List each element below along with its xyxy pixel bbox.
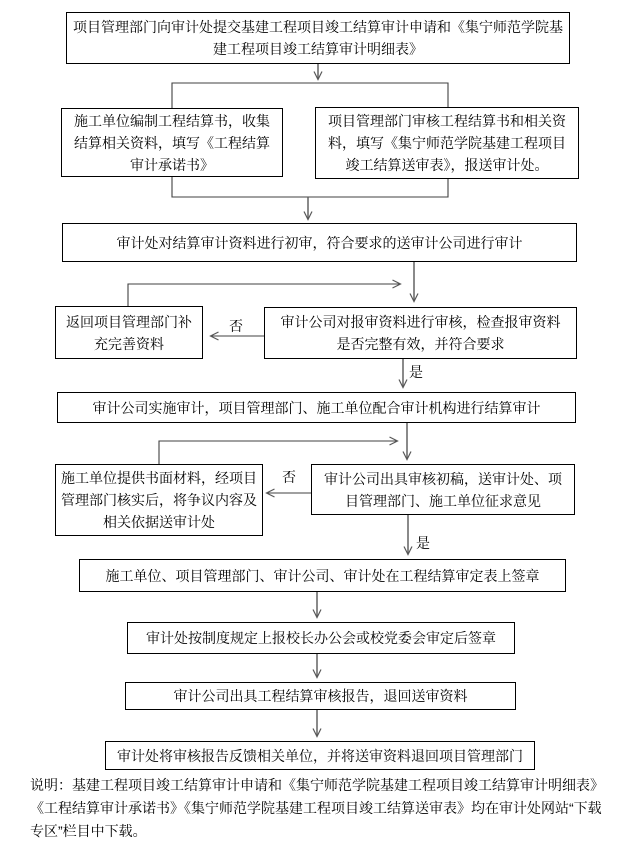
node-sign-approval-form: 施工单位、项目管理部门、审计公司、审计处在工程结算审定表上签章 (79, 559, 566, 592)
node-contractor-prepare: 施工单位编制工程结算书，收集结算相关资料，填写《工程结算审计承诺书》 (61, 108, 283, 177)
node-leadership-approval: 审计处按制度规定上报校长办公会或校党委会审定后签章 (127, 622, 515, 654)
node-draft-opinions: 审计公司出具审核初稿，送审计处、项目管理部门、施工单位征求意见 (311, 464, 575, 515)
node-initial-review: 审计处对结算审计资料进行初审，符合要求的送审计公司进行审计 (62, 223, 577, 262)
node-return-supplement: 返回项目管理部门补充完善资料 (55, 306, 203, 359)
arrow-supplement-rejoin (128, 284, 400, 306)
branch-label-yes-2: 是 (416, 535, 430, 551)
branch-label-no-2: 否 (282, 469, 296, 485)
note-text: 说明：基建工程项目竣工结算审计申请和《集宁师范学院基建工程项目竣工结算审计明细表》《工程结算审计承诺书》《集宁师范学院基建工程项目竣工结算送审表》均在审计处网站“下载专区”栏目中下载。 (30, 777, 604, 839)
node-company-material-check: 审计公司对报审资料进行审核，检查报审资料是否完整有效，并符合要求 (264, 307, 577, 359)
node-final-report: 审计公司出具工程结算审核报告，退回送审资料 (125, 682, 516, 710)
node-dept-review-submit: 项目管理部门审核工程结算书和相关资料，填写《集宁师范学院基建工程项目竣工结算送审表》，报送审计处。 (315, 107, 579, 179)
arrow-dispute-rejoin (159, 441, 397, 464)
node-submit-application: 项目管理部门向审计处提交基建工程项目竣工结算审计申请和《集宁师范学院基建工程项目竣工结算审计明细表》 (66, 12, 570, 64)
node-implement-audit: 审计公司实施审计，项目管理部门、施工单位配合审计机构进行结算审计 (57, 392, 576, 423)
split-line-to-parallel-boxes (172, 83, 448, 108)
merge-line-from-parallel-boxes (172, 177, 448, 197)
branch-label-no-1: 否 (229, 318, 243, 334)
node-feedback-return: 审计处将审核报告反馈相关单位，并将送审资料退回项目管理部门 (105, 741, 535, 770)
branch-label-yes-1: 是 (409, 364, 423, 380)
node-dispute-materials: 施工单位提供书面材料，经项目管理部门核实后，将争议内容及相关依据送审计处 (55, 464, 263, 536)
